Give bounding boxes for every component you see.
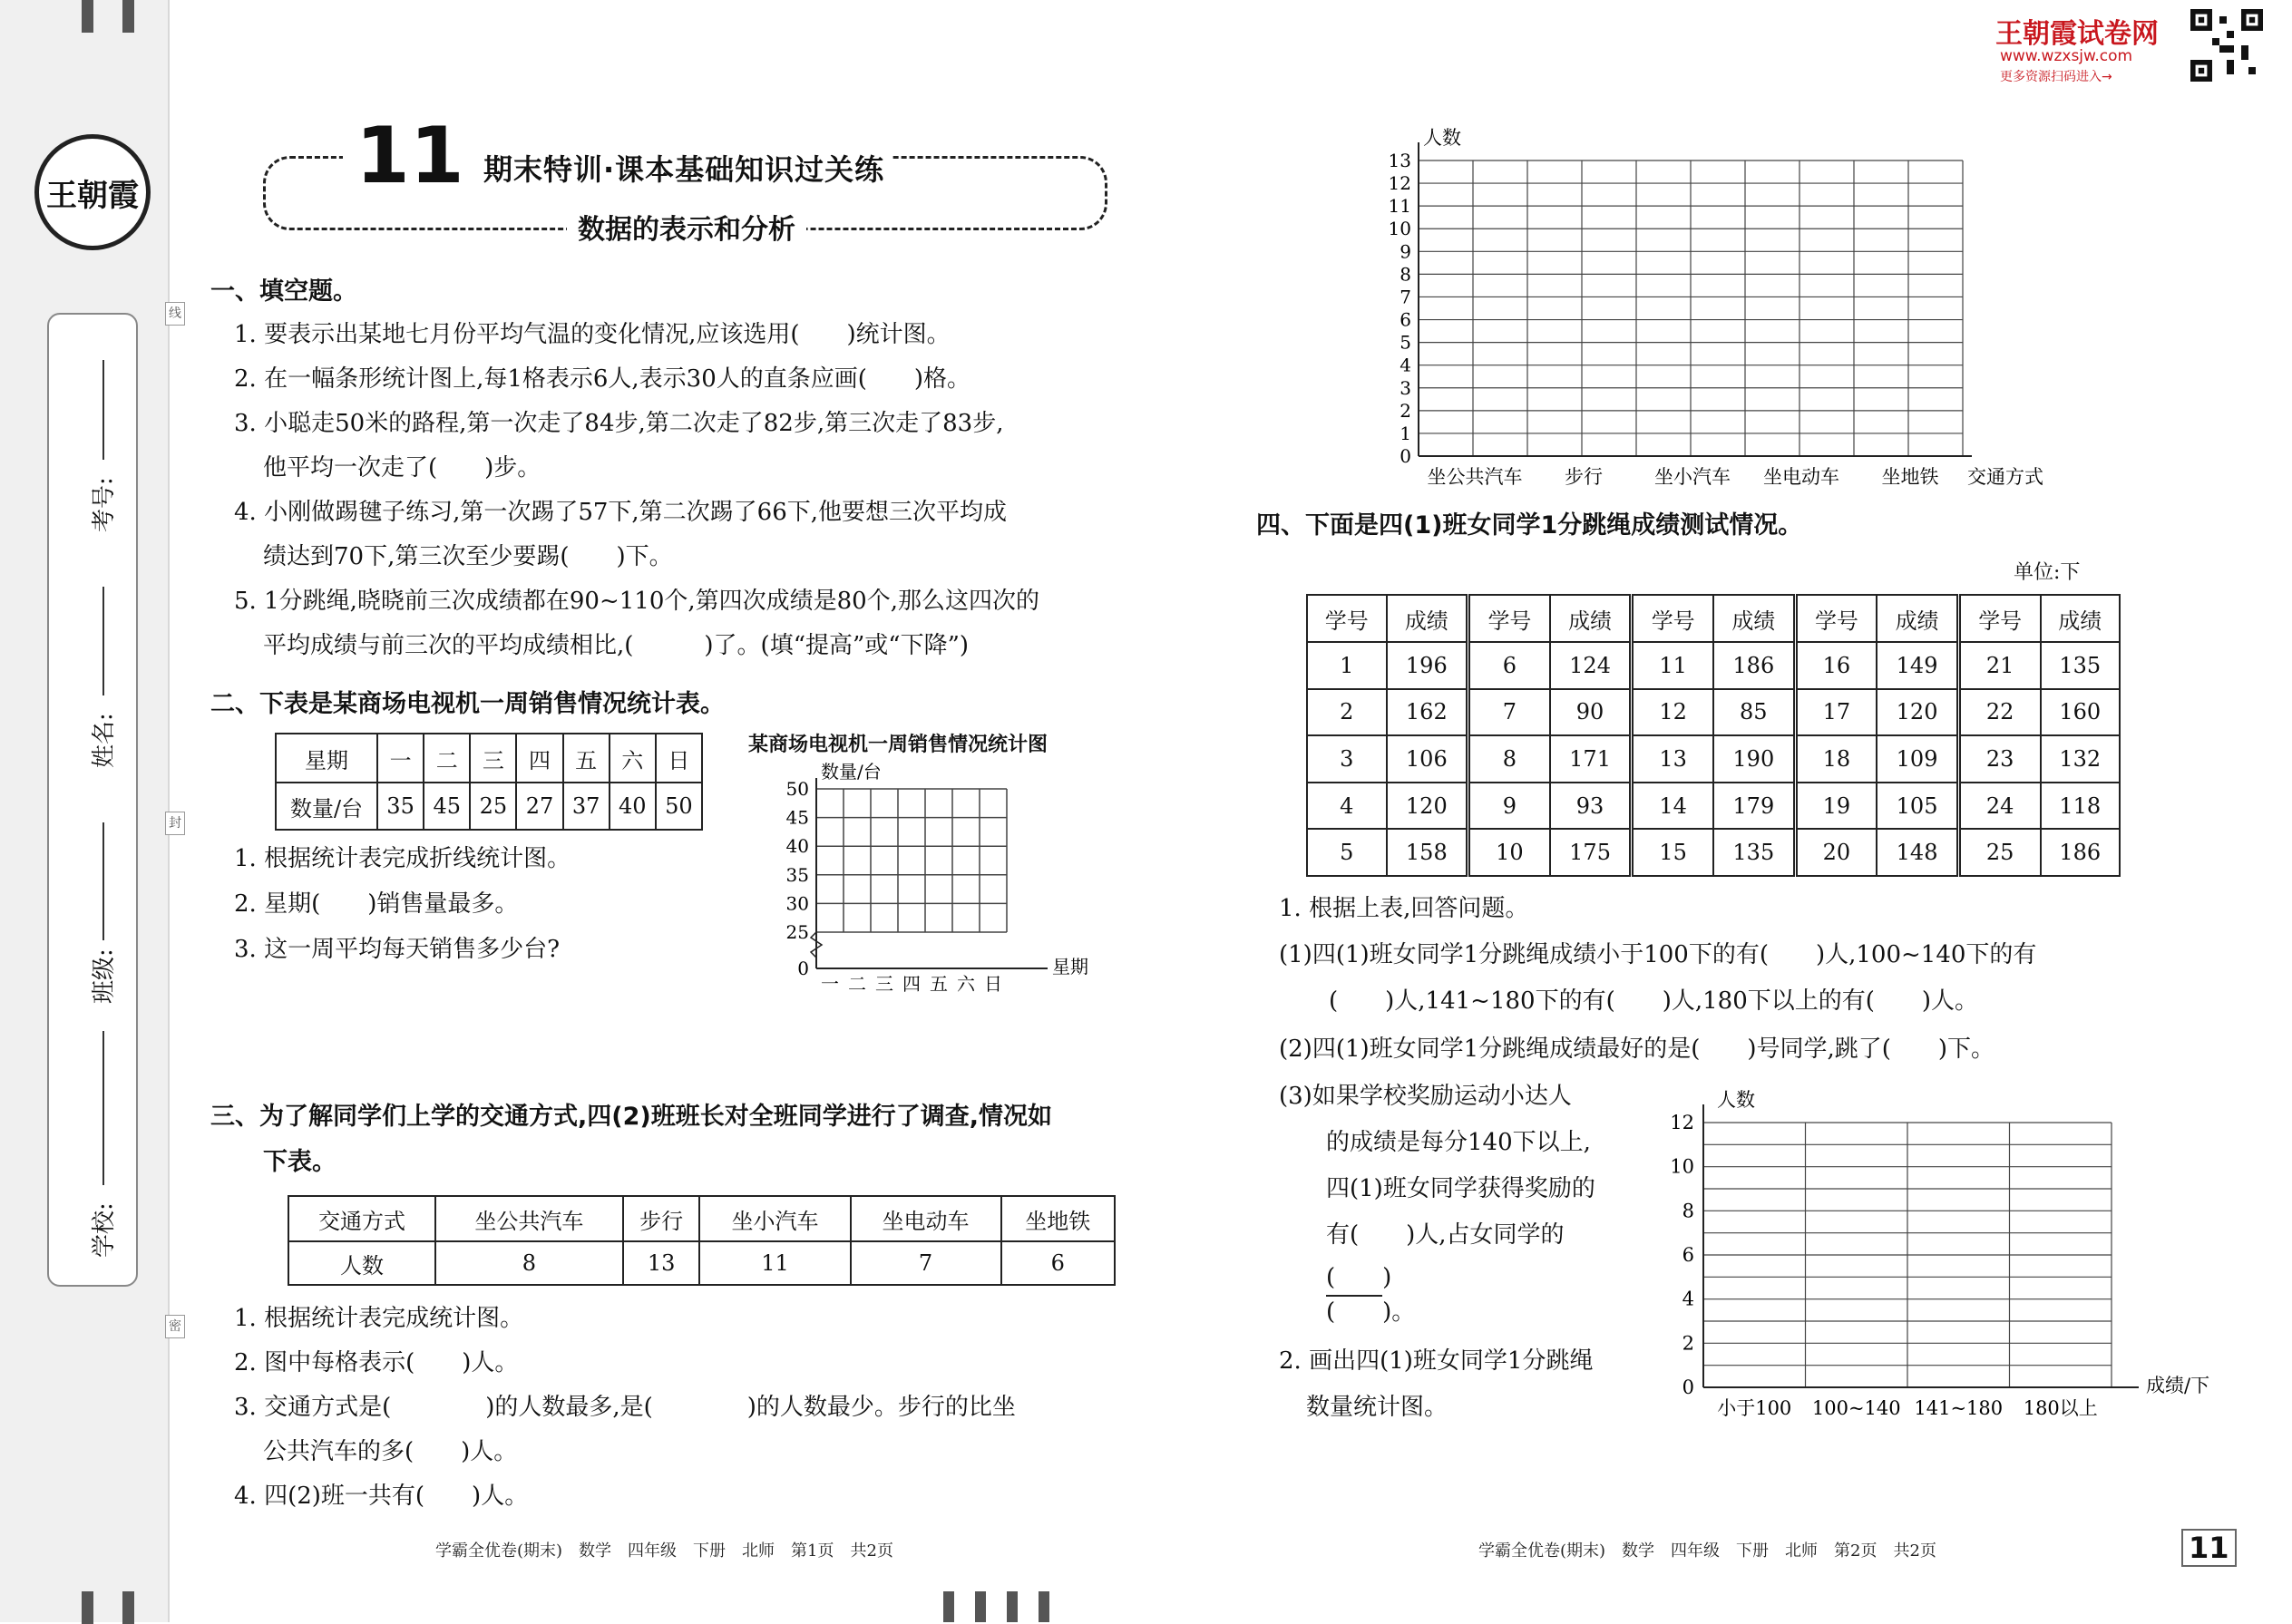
q1-5-text: 5. 1分跳绳,晓晓前三次成绩都在90~110个,第四次成绩是80个,那么这四次的 [234,588,1039,615]
table-cell: 19 [1795,783,1877,830]
table-cell: 22 [1958,689,2040,736]
table-cell: 17 [1795,689,1877,736]
q1-4-text: 4. 小刚做踢毽子练习,第一次踢了57下,第二次踢了66下,他要想三次平均成 [234,499,1008,526]
y-tick-label: 10 [1388,218,1411,240]
binding-tick [82,0,93,33]
table-cell: 40 [610,783,656,830]
table-header: 学号 [1958,595,2040,642]
x-tick-label: 180以上 [2023,1397,2098,1419]
x-tick-label: 六 [957,973,975,995]
y-tick-label: 2 [1682,1332,1694,1355]
page-subtitle: 数据的表示和分析 [567,207,806,247]
table-cell: 135 [1713,829,1795,876]
table-cell: 步行 [623,1196,700,1241]
exam-number-label: 考号: [91,477,118,532]
q4-2-text-cont: 数量统计图。 [1306,1394,1448,1421]
seal-mark-feng: 封 [165,812,185,835]
table-cell: 23 [1958,735,2040,783]
bottom-tick [1007,1591,1018,1622]
x-tick-label: 坐地铁 [1881,466,1939,488]
y-tick-label: 0 [797,958,809,979]
table-cell: 3 [1307,735,1387,783]
table-cell: 190 [1713,735,1795,783]
unit-label: 单位:下 [2014,561,2081,584]
q3-4-text: 4. 四(2)班一共有( )人。 [234,1483,529,1510]
table-cell: 196 [1387,642,1468,689]
table-cell: 50 [656,783,702,830]
q2-3-text: 3. 这一周平均每天销售多少台? [234,936,561,963]
logo-text: 王朝霞 [46,177,139,214]
table-cell: 93 [1550,783,1632,830]
x-tick-label: 坐公共汽车 [1427,466,1523,488]
qr-code-icon[interactable] [2190,9,2263,82]
table-cell: 18 [1795,735,1877,783]
table-cell: 12 [1632,689,1713,736]
table-cell: 24 [1958,783,2040,830]
school-label: 学校: [91,1202,118,1258]
y-tick-label: 9 [1400,240,1411,263]
footer-right: 学霸全优卷(期末) 数学 四年级 下册 北师 第2页 共2页 [1478,1541,1936,1561]
fraction-numerator[interactable]: ( ) [1326,1264,1392,1291]
y-tick-label: 11 [1388,195,1411,218]
y-tick-label: 12 [1670,1112,1694,1133]
table-cell: 16 [1795,642,1877,689]
table-header: 成绩 [1387,595,1468,642]
table-cell: 186 [1713,642,1795,689]
y-tick-label: 40 [785,835,809,858]
table-cell: 一 [377,734,424,783]
q4-1-3-text-cont3: 有( )人,占女同学的 [1326,1221,1565,1249]
q1-3-text: 3. 小聪走50米的路程,第一次走了84步,第二次走了82步,第三次走了83步, [234,410,1004,437]
table-cell: 25 [1958,829,2040,876]
x-tick-label: 141~180 [1914,1397,2004,1419]
page-title: 期末特训·课本基础知识过关练 [476,147,892,189]
table-cell: 10 [1468,829,1550,876]
table-cell: 五 [563,734,610,783]
transport-table [288,1195,1116,1286]
y-tick-label: 25 [785,921,809,943]
chart3-bar-grid [1361,122,2095,494]
table-header: 成绩 [1713,595,1795,642]
y-tick-label: 8 [1400,263,1411,286]
table-header: 交通方式 [288,1196,435,1241]
chart2-title: 某商场电视机一周销售情况统计图 [748,734,1048,756]
student-info-box [47,313,138,1287]
table-row [1307,735,2120,783]
x-tick-label: 100~140 [1811,1397,1901,1419]
table-cell: 7 [1468,689,1550,736]
q2-1-text: 1. 根据统计表完成折线统计图。 [234,845,571,872]
table-cell: 45 [424,783,470,830]
table-cell: 8 [435,1241,623,1285]
q1-2-text: 2. 在一幅条形统计图上,每1格表示6人,表示30人的直条应画( )格。 [234,365,971,393]
x-tick-label: 一 [821,973,839,995]
x-tick-label: 坐小汽车 [1654,466,1731,488]
table-header: 学号 [1795,595,1877,642]
table-row [1307,783,2120,830]
y-tick-label: 8 [1682,1200,1694,1222]
table-cell: 109 [1877,735,1958,783]
brand-tagline: 更多资源扫码进入→ [2000,70,2112,84]
x-tick-label: 五 [930,973,948,995]
y-tick-label: 6 [1400,308,1411,331]
chart2-line-grid [762,762,1088,997]
table-cell: 124 [1550,642,1632,689]
table-header: 数量/台 [276,783,377,830]
x-tick-label: 三 [875,973,893,995]
table-cell: 37 [563,783,610,830]
q1-3-text-cont: 他平均一次走了( )步。 [263,454,541,481]
table-cell: 三 [470,734,516,783]
section3-heading-cont: 下表。 [263,1148,336,1176]
seal-mark-mi: 密 [165,1315,185,1338]
y-tick-label: 13 [1388,150,1411,171]
table-cell: 175 [1550,829,1632,876]
y-axis-label: 人数 [1717,1089,1755,1111]
table-header: 人数 [288,1241,435,1285]
q4-1-text: 1. 根据上表,回答问题。 [1279,895,1529,922]
section4-heading: 四、下面是四(1)班女同学1分跳绳成绩测试情况。 [1256,511,1803,540]
q3-2-text: 2. 图中每格表示( )人。 [234,1349,519,1376]
y-tick-label: 2 [1400,399,1411,422]
y-tick-label: 5 [1400,331,1411,354]
x-tick-label: 步行 [1565,466,1603,488]
table-cell: 5 [1307,829,1387,876]
table-cell: 149 [1877,642,1958,689]
y-tick-label: 45 [785,806,809,829]
q4-1-1-text-cont: ( )人,141~180下的有( )人,180下以上的有( )人。 [1329,987,1979,1015]
table-cell: 7 [851,1241,1001,1285]
q1-1-text: 1. 要表示出某地七月份平均气温的变化情况,应该选用( )统计图。 [234,321,951,348]
table-cell: 106 [1387,735,1468,783]
table-header: 学号 [1468,595,1550,642]
page-number: 11 [2181,1529,2237,1567]
table-cell: 11 [699,1241,850,1285]
table-cell: 4 [1307,783,1387,830]
table-cell: 160 [2041,689,2121,736]
table-row [1307,689,2120,736]
table-cell: 9 [1468,783,1550,830]
table-cell: 25 [470,783,516,830]
publisher-logo [34,134,151,250]
table-cell: 148 [1877,829,1958,876]
y-tick-label: 50 [785,778,809,800]
q4-1-1-text: (1)四(1)班女同学1分跳绳成绩小于100下的有( )人,100~140下的有 [1279,941,2037,968]
table-header: 成绩 [1550,595,1632,642]
x-axis-label: 成绩/下 [2146,1375,2210,1396]
table-cell: 坐电动车 [851,1196,1001,1241]
table-cell: 27 [516,783,562,830]
table-cell: 35 [377,783,424,830]
jump-rope-grid [1306,594,2121,877]
y-tick-label: 4 [1682,1288,1694,1310]
table-cell: 6 [1001,1241,1115,1285]
table-cell: 120 [1877,689,1958,736]
q2-2-text: 2. 星期( )销售量最多。 [234,890,519,918]
footer-left: 学霸全优卷(期末) 数学 四年级 下册 北师 第1页 共2页 [435,1541,893,1561]
binding-tick [82,1591,93,1624]
table-cell: 132 [2041,735,2121,783]
x-tick-label: 四 [902,973,921,995]
table-cell: 二 [424,734,470,783]
brand-name: 王朝霞试卷网 [1995,18,2159,50]
section2-heading: 二、下表是某商场电视机一周销售情况统计表。 [210,690,725,718]
fraction-denominator[interactable]: ( )。 [1326,1298,1416,1326]
table-cell: 118 [2041,783,2121,830]
y-axis-label: 数量/台 [821,762,882,783]
x-tick-label: 二 [848,973,866,995]
binding-tick [122,1591,134,1624]
table-cell: 13 [1632,735,1713,783]
table-cell: 20 [1795,829,1877,876]
y-axis-label: 人数 [1423,127,1461,149]
seal-mark-xian: 线 [165,302,185,326]
table-cell: 85 [1713,689,1795,736]
y-tick-label: 3 [1400,376,1411,399]
table-cell: 六 [610,734,656,783]
q1-5-text-cont: 平均成绩与前三次的平均成绩相比,( )了。(填“提高”或“下降”) [263,632,970,659]
class-label: 班级: [91,948,118,1004]
table-cell: 坐公共汽车 [435,1196,623,1241]
table-cell: 坐小汽车 [699,1196,850,1241]
table-cell: 135 [2041,642,2121,689]
q1-4-text-cont: 绩达到70下,第三次至少要踢( )下。 [263,543,673,570]
table-header: 学号 [1307,595,1387,642]
table-cell: 11 [1632,642,1713,689]
table-cell: 13 [623,1241,700,1285]
table-cell: 162 [1387,689,1468,736]
table-cell: 21 [1958,642,2040,689]
table-header: 成绩 [1877,595,1958,642]
bottom-tick [943,1591,954,1622]
q3-1-text: 1. 根据统计表完成统计图。 [234,1305,524,1332]
bottom-tick [1039,1591,1049,1622]
table-cell: 105 [1877,783,1958,830]
y-tick-label: 30 [785,892,809,915]
exam-number: 11 [343,111,477,201]
bottom-tick [975,1591,986,1622]
table-cell: 2 [1307,689,1387,736]
q3-3-text-cont: 公共汽车的多( )人。 [263,1438,518,1465]
table-header: 成绩 [2041,595,2121,642]
y-tick-label: 0 [1682,1376,1694,1398]
y-tick-label: 1 [1400,422,1411,444]
table-cell: 90 [1550,689,1632,736]
q4-1-3-text-cont2: 四(1)班女同学获得奖励的 [1326,1175,1595,1202]
brand-url[interactable]: www.wzxsjw.com [2000,47,2133,65]
section1-heading: 一、填空题。 [210,277,357,306]
x-tick-label: 坐电动车 [1763,466,1839,488]
jump-rope-table [1306,594,2121,877]
y-tick-label: 0 [1400,445,1411,467]
y-tick-label: 7 [1400,286,1411,308]
table-cell: 120 [1387,783,1468,830]
q4-1-3-text-cont1: 的成绩是每分140下以上, [1326,1129,1591,1156]
table-cell: 1 [1307,642,1387,689]
table-cell: 179 [1713,783,1795,830]
y-tick-label: 10 [1670,1155,1694,1178]
q4-1-3-text: (3)如果学校奖励运动小达人 [1279,1083,1572,1110]
section3-heading: 三、为了解同学们上学的交通方式,四(2)班班长对全班同学进行了调查,情况如 [210,1103,1052,1131]
y-tick-label: 35 [785,863,809,886]
table-cell: 四 [516,734,562,783]
table-cell: 日 [656,734,702,783]
tv-sales-table [275,733,703,831]
table-cell: 坐地铁 [1001,1196,1115,1241]
q3-3-text: 3. 交通方式是( )的人数最多,是( )的人数最少。步行的比坐 [234,1394,1016,1421]
table-row [1307,829,2120,876]
table-cell: 186 [2041,829,2121,876]
y-tick-label: 6 [1682,1244,1694,1266]
y-tick-label: 12 [1388,172,1411,195]
x-tick-label: 日 [984,973,1002,995]
table-cell: 14 [1632,783,1713,830]
table-cell: 15 [1632,829,1713,876]
binding-tick [122,0,134,33]
q4-1-2-text: (2)四(1)班女同学1分跳绳成绩最好的是( )号同学,跳了( )下。 [1279,1036,1995,1063]
y-tick-label: 4 [1400,354,1411,376]
table-row [1307,642,2120,689]
table-header: 星期 [276,734,377,783]
table-cell: 171 [1550,735,1632,783]
table-cell: 6 [1468,642,1550,689]
x-axis-label: 交通方式 [1967,466,2043,488]
q4-2-text: 2. 画出四(1)班女同学1分跳绳 [1279,1347,1594,1375]
table-cell: 158 [1387,829,1468,876]
table-header: 学号 [1632,595,1713,642]
table-cell: 8 [1468,735,1550,783]
x-tick-label: 小于100 [1717,1397,1792,1419]
name-label: 姓名: [91,713,118,768]
info-lines [49,315,136,1285]
x-axis-label: 星期 [1052,956,1088,977]
chart4-bar-grid [1660,1079,2222,1433]
